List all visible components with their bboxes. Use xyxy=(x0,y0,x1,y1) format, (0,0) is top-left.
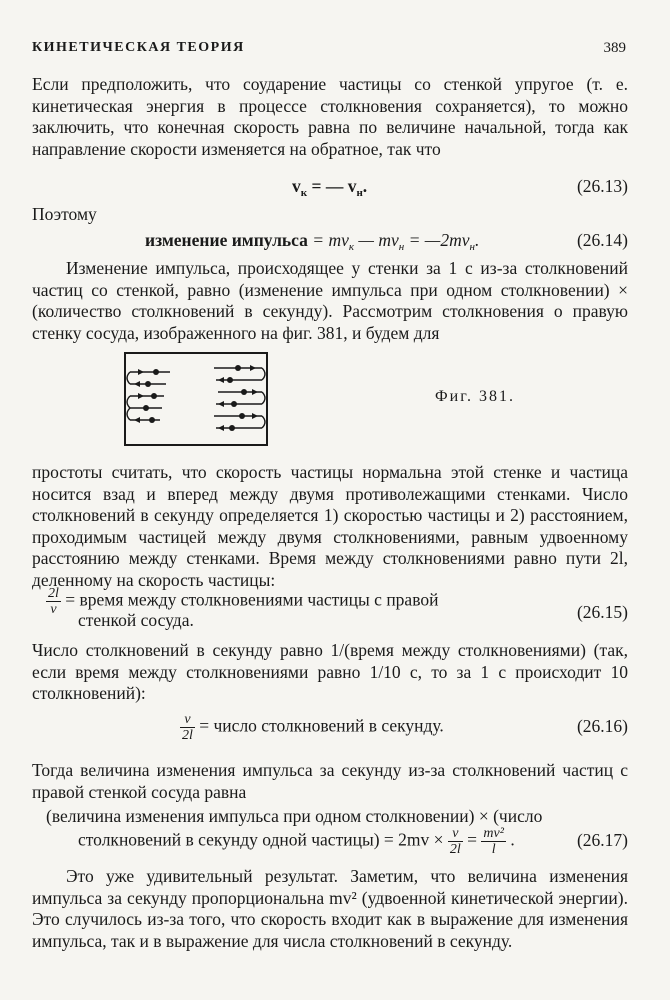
equation-26-13: $v_к$ = — $v_н$. xyxy=(292,176,368,199)
paragraph-6: Это уже удивительный результат. Заметим, что величина изменения импульса за секунду пропорциональна mv² (удвоенной кинетической энергии). Это случилось из-за того, что скорость входит как в выражение для изменения импульса, так и в выражение для числа столкновений в секунду. xyxy=(32,866,628,951)
arrowhead-icon xyxy=(138,369,144,375)
page-number: 389 xyxy=(603,40,626,56)
figure-381-container xyxy=(124,352,268,446)
equation-26-16: $\frac{v}{2l}$ = число столкновений в секунду. xyxy=(182,712,444,743)
arrowhead-icon xyxy=(218,425,224,431)
equation-26-14: изменение импульса = $mv_к$ — $mv_н$ = $—2mv_н$. xyxy=(145,230,480,253)
equation-number-26-13: (26.13) xyxy=(576,176,628,196)
equation-number-26-15: (26.15) xyxy=(576,602,628,622)
particle-dot xyxy=(241,389,247,395)
figure-caption: Фиг. 381. xyxy=(435,388,515,405)
particle-dot xyxy=(231,401,237,407)
equation-26-15-line2: стенкой сосуда. xyxy=(78,610,194,630)
particle-dot xyxy=(149,417,155,423)
equation-26-17-line2: столкновений в секунду одной частицы) = 2mv × $\frac{v}{2l}$ = $\frac{\text{mv²}}{l}$ . xyxy=(78,826,515,857)
paragraph-3: простоты считать, что скорость частицы нормальна этой стенке и частица носится взад и вперед между двумя противолежащими стенками. Число столкновений в секунду определяется 1) скоростью частицы и 2) расстоянием, проходимым частицей между двумя столкновениями, равным удвоенному расстоянию между стенками. Время между столкновениями равно пути 2l, деленному на скорость частицы: xyxy=(32,462,628,590)
running-header: КИНЕТИЧЕСКАЯ ТЕОРИЯ xyxy=(32,40,245,55)
particle-dot xyxy=(151,393,157,399)
paragraph-2: Изменение импульса, происходящее у стенки за 1 с из-за столкновений частиц со стенкой, равно (изменение импульса при одном столкновении) × (количество столкновений в секунду). Рассмотрим столкновения о правую стенку сосуда, изображенного на фиг. 381, и будем для xyxy=(32,258,628,343)
arrowhead-icon xyxy=(138,393,144,399)
particle-dot xyxy=(229,425,235,431)
arrowhead-icon xyxy=(134,417,140,423)
arrowhead-icon xyxy=(252,389,258,395)
figure-381-drawing xyxy=(126,354,266,444)
arrowhead-icon xyxy=(218,401,224,407)
particle-dot xyxy=(145,381,151,387)
arrowhead-icon xyxy=(252,413,258,419)
equation-number-26-14: (26.14) xyxy=(576,230,628,250)
equation-number-26-17: (26.17) xyxy=(576,830,628,850)
paragraph-1: Если предположить, что соударение частицы со стенкой упругое (т. е. кинетическая энергия в процессе столкновения сохраняется), то можно заключить, что конечная скорость равна по величине начальной, тогда как направление скорости изменяется на обратное, так что xyxy=(32,74,628,159)
arrowhead-icon xyxy=(134,381,140,387)
particle-dot xyxy=(227,377,233,383)
paragraph-5: Тогда величина изменения импульса за секунду из-за столкновений частиц с правой стенкой сосуда равна xyxy=(32,760,628,802)
equation-26-17-line1: (величина изменения импульса при одном столкновении) × (число xyxy=(46,806,543,826)
equation-number-26-16: (26.16) xyxy=(576,716,628,736)
arrowhead-icon xyxy=(250,365,256,371)
particle-dot xyxy=(143,405,149,411)
particle-dot xyxy=(153,369,159,375)
paragraph-therefore: Поэтому xyxy=(32,204,97,224)
paragraph-4: Число столкновений в секунду равно 1/(время между столкновениями) (так, если время между столкновениями равно 1/10 с, то за 1 с происходит 10 столкновений): xyxy=(32,640,628,703)
arrowhead-icon xyxy=(218,377,224,383)
particle-dot xyxy=(239,413,245,419)
equation-26-15: $\frac{2l}{v}$ = время между столкновениями частицы с правой xyxy=(48,586,439,617)
particle-dot xyxy=(235,365,241,371)
